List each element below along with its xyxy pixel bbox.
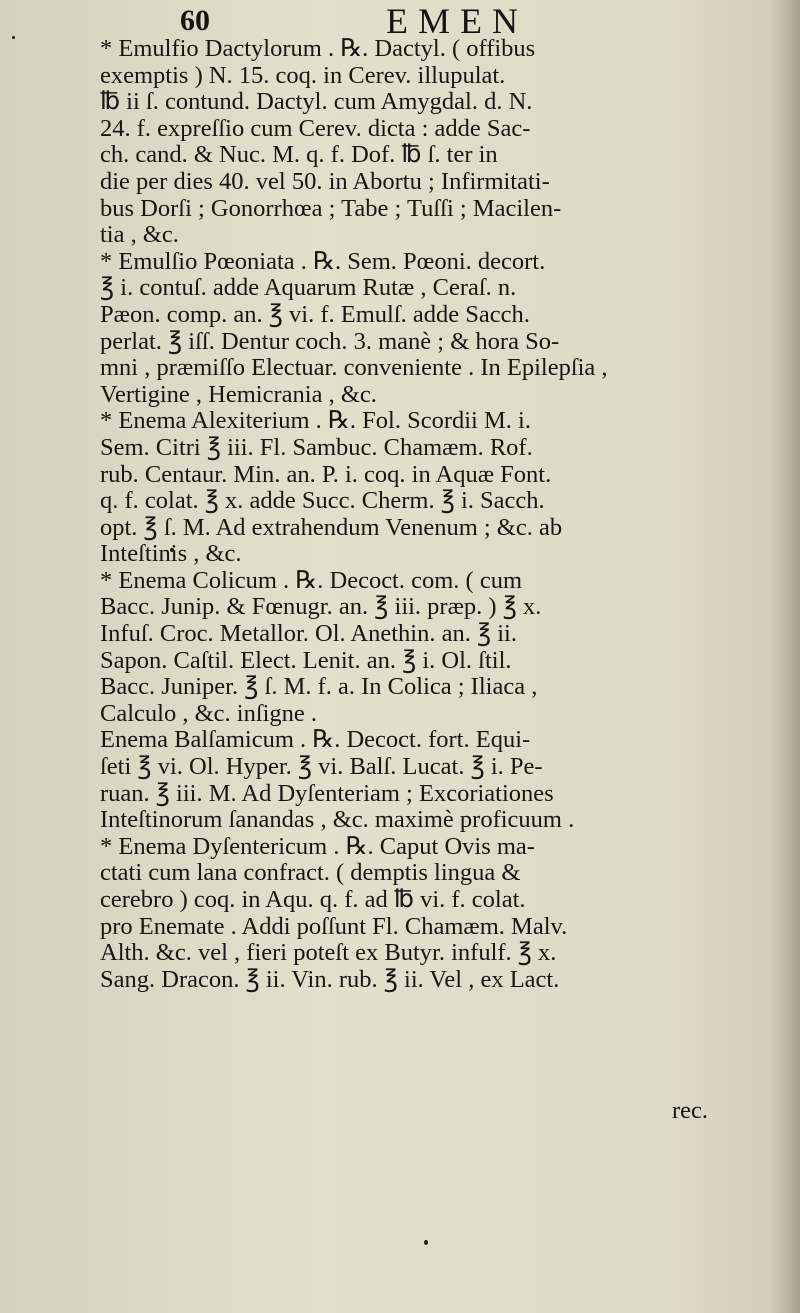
- text-line: cerebro ) coq. in Aqu. q. f. ad ℔ vi. f. colat.: [100, 887, 526, 913]
- text-line: Sang. Dracon. ℥ ii. Vin. rub. ℥ ii. Vel , ex Lact.: [100, 966, 560, 993]
- text-line: * Enema Alexiterium . ℞. Fol. Scordii M. i.: [100, 408, 531, 435]
- text-line: * Emulſio Pœoniata . ℞. Sem. Pœoni. decort.: [100, 248, 546, 275]
- text-line: bus Dorſi ; Gonorrhœa ; Tabe ; Tuſſi ; Macilen-: [100, 195, 562, 222]
- text-line: Calculo , &c. inſigne .: [100, 700, 318, 727]
- text-line: Infuſ. Croc. Metallor. Ol. Anethin. an. ℥ ii.: [100, 621, 517, 648]
- text-line: Sapon. Caſtil. Elect. Lenit. an. ℥ i. Ol. ſtil.: [100, 647, 512, 674]
- text-line: tia , &c.: [100, 222, 179, 249]
- text-line: Pæon. comp. an. ℥ vi. f. Emulſ. adde Sacch.: [100, 301, 530, 328]
- text-line: Enema Balſamicum . ℞. Decoct. fort. Equi-: [100, 727, 531, 754]
- text-line: Bacc. Juniper. ℥ ſ. M. f. a. In Colica ; Iliaca ,: [100, 674, 538, 701]
- text-line: * Emulfio Dactylorum . ℞. Dactyl. ( offibus: [100, 36, 536, 62]
- page-number: 60: [180, 4, 210, 37]
- text-line: ch. cand. & Nuc. M. q. f. Dof. ℔ ſ. ter in: [100, 142, 498, 169]
- text-line: die per dies 40. vel 50. in Abortu ; Infirmitati-: [100, 168, 550, 195]
- text-line: ſeti ℥ vi. Ol. Hyper. ℥ vi. Balſ. Lucat. ℥ i. Pe-: [100, 754, 543, 781]
- ink-speck: [424, 1240, 428, 1245]
- text-line: * Enema Dyſentericum . ℞. Caput Ovis ma-: [100, 833, 535, 860]
- text-line: exemptis ) N. 15. coq. in Cerev. illupulat.: [100, 62, 506, 89]
- text-line: ℔ ii ſ. contund. Dactyl. cum Amygdal. d. N.: [100, 89, 533, 116]
- text-line: Alth. &c. vel , fieri poteſt ex Butyr. infulf. ℥ x.: [100, 940, 557, 967]
- catchword: rec.: [672, 1097, 709, 1124]
- text-line: pro Enemate . Addi poſſunt Fl. Chamæm. Malv.: [100, 913, 568, 940]
- text-line: Vertigine , Hemicrania , &c.: [100, 381, 377, 408]
- text-line: 24. f. expreſſio cum Cerev. dicta : adde Sac-: [100, 115, 531, 142]
- text-line: * Enema Colicum . ℞. Decoct. com. ( cum: [100, 567, 523, 594]
- text-line: mni , præmiſſo Electuar. conveniente . In Epilepſia ,: [100, 355, 608, 382]
- text-line: Bacc. Junip. & Fœnugr. an. ℥ iii. præp. ) ℥ x.: [100, 594, 542, 621]
- text-line: opt. ℥ ſ. M. Ad extrahendum Venenum ; &c. ab: [100, 514, 563, 541]
- text-line: ruan. ℥ iii. M. Ad Dyſenteriam ; Excoriationes: [100, 780, 554, 807]
- text-line: q. f. colat. ℥ x. adde Succ. Cherm. ℥ i. Sacch.: [100, 488, 545, 515]
- text-line: Inteſtinorum ſanandas , &c. maximè proficuum .: [100, 807, 575, 834]
- text-line: perlat. ℥ iſſ. Dentur coch. 3. manè ; & hora So-: [100, 328, 560, 355]
- page-header: [150, 0, 750, 40]
- text-line: rub. Centaur. Min. an. P. i. coq. in Aquæ Font.: [100, 461, 552, 488]
- ink-speck: [12, 36, 15, 39]
- body-text: [100, 36, 740, 993]
- text-line: Sem. Citri ℥ iii. Fl. Sambuc. Chamæm. Rof.: [100, 434, 533, 461]
- text-line: ctati cum lana confract. ( demptis lingua &: [100, 860, 521, 887]
- running-title: EMEN: [386, 1, 528, 41]
- page-edge-shadow: [770, 0, 800, 1313]
- text-line: ℥ i. contuſ. adde Aquarum Rutæ , Ceraſ. n.: [100, 275, 517, 302]
- text-line: Inteſtinis , &c.: [100, 541, 242, 568]
